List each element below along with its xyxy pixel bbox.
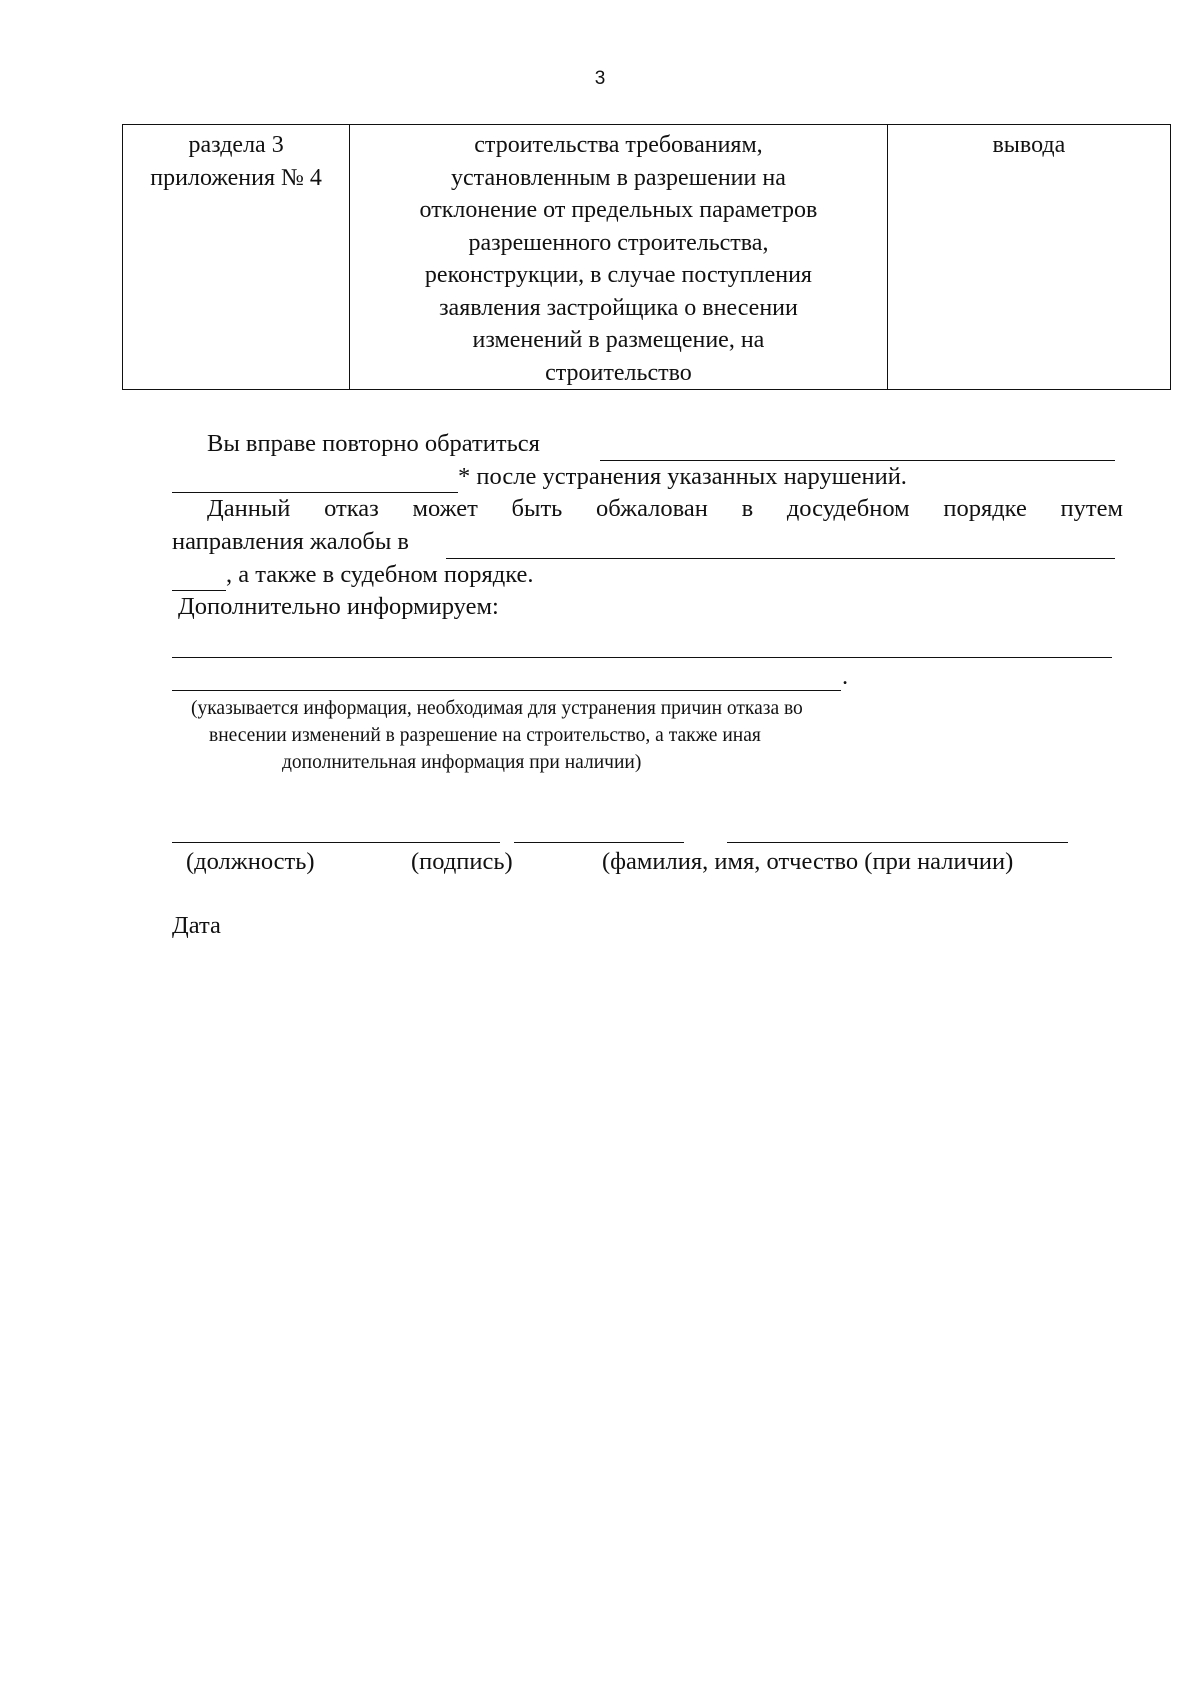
note-line-3: дополнительная информация при наличии) — [282, 752, 642, 773]
additional-info-blank-field-1[interactable] — [172, 657, 1112, 658]
full-name-label: (фамилия, имя, отчество (при наличии) — [602, 848, 1014, 875]
cell-text-line: изменений в размещение, на — [472, 327, 765, 353]
reapply-blank-field-1[interactable] — [600, 460, 1115, 461]
signature-field[interactable] — [514, 842, 684, 843]
cell-text-line: строительства требованиям, — [474, 132, 763, 158]
position-signature-field[interactable] — [172, 842, 500, 843]
reapply-line-2 — [458, 463, 1200, 491]
table-cell-explanation — [887, 125, 1170, 390]
signature-label: (подпись) — [411, 848, 513, 875]
appeal-blank-field-1[interactable] — [446, 558, 1115, 559]
cell-text-line: разрешенного строительства, — [468, 229, 769, 256]
cell-text-line: отклонение от предельных параметров — [419, 197, 818, 223]
additional-info-blank-field-2[interactable] — [172, 690, 841, 691]
page-number: 3 — [594, 68, 606, 89]
appeal-line-2 — [172, 528, 1123, 556]
additional-info-end-mark: . — [842, 663, 849, 690]
note-line-2: внесении изменений в разрешение на строительство, а также иная — [209, 725, 761, 746]
refusal-reasons-table — [122, 124, 1171, 390]
appeal-line-1: Данный отказ может быть обжалован в досудебном порядке путем — [207, 495, 1123, 522]
table-cell-refusal-reason — [350, 125, 888, 390]
table-cell-document-reference — [123, 125, 350, 390]
appeal-line-3 — [226, 561, 1177, 589]
cell-text-line: реконструкции, в случае поступления — [424, 262, 812, 288]
reapply-blank-field-2[interactable] — [172, 492, 458, 493]
cell-text-line: раздела 3 — [188, 132, 284, 158]
cell-text-line: вывода — [992, 132, 1066, 158]
reapply-line-1 — [207, 430, 1158, 458]
position-label: (должность) — [186, 848, 315, 875]
date-label: Дата — [172, 912, 221, 939]
note-line-1: (указывается информация, необходимая для устранения причин отказа во — [191, 698, 803, 719]
cell-text-line: приложения № 4 — [150, 164, 322, 191]
full-name-field[interactable] — [727, 842, 1068, 843]
appeal-suffix-text: , а также в судебном порядке. — [226, 561, 534, 588]
appeal-prefix-text: направления жалобы в — [172, 528, 409, 555]
cell-text-line: установленным в разрешении на — [451, 164, 786, 191]
table-row — [123, 125, 1171, 390]
additional-info-label: Дополнительно информируем: — [178, 593, 499, 620]
appeal-blank-field-2[interactable] — [172, 590, 226, 591]
cell-text-line: заявления застройщика о внесении — [439, 294, 798, 321]
reapply-suffix-text: * после устранения указанных нарушений. — [458, 463, 907, 490]
cell-text-line: строительство — [545, 359, 692, 386]
reapply-prefix-text: Вы вправе повторно обратиться — [207, 430, 540, 457]
